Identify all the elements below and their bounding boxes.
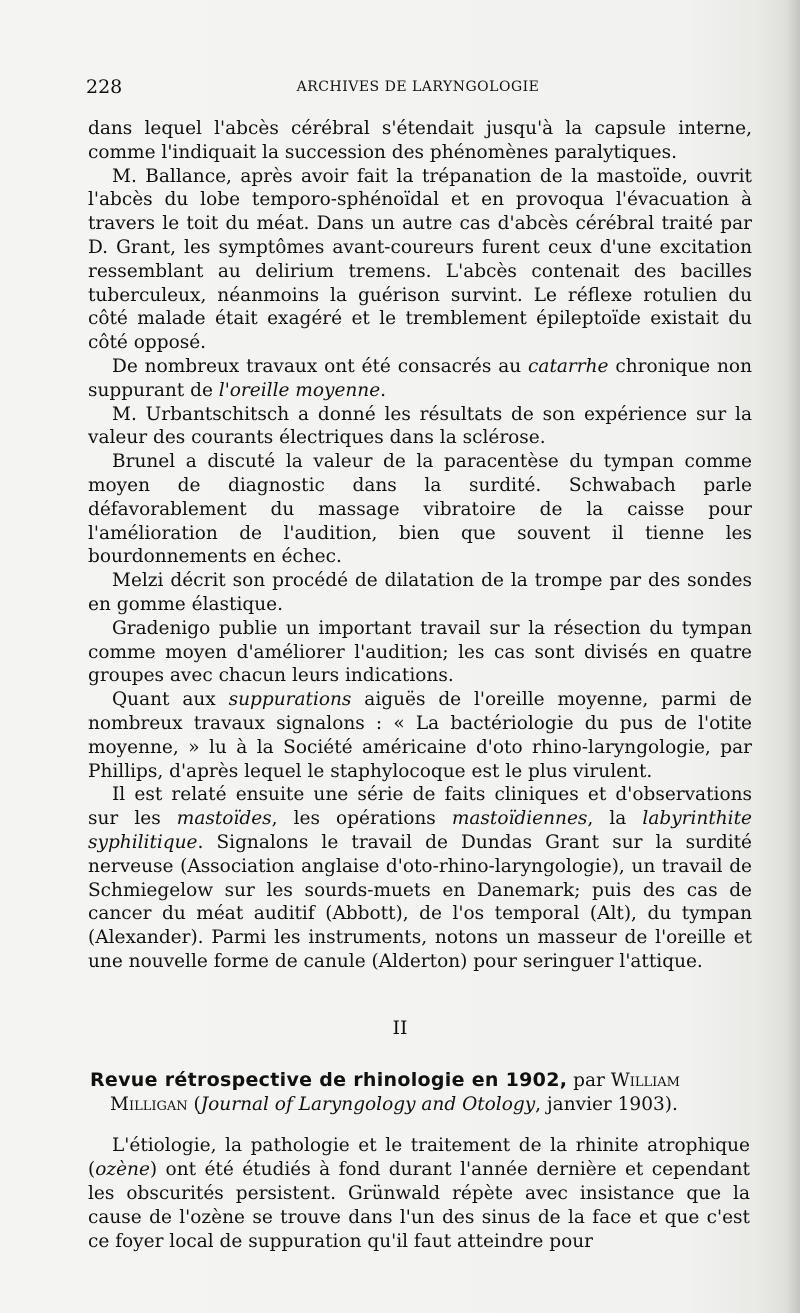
- journal-name: Journal of Laryngology and Otology: [200, 1094, 536, 1115]
- paragraph-catarrhe: [88, 355, 752, 403]
- review-body: [88, 1134, 750, 1254]
- paragraph: Brunel a discuté la valeur de la paracentèse du tympan comme moyen de diagnostic dans la surdité. Schwabach parle défavorablement du massage vibratoire de la caisse pour l'amélioration de l'audition, bien que souvent il tienne les bourdonnements en échec.: [88, 451, 752, 568]
- italic-term: l'oreille moyenne: [218, 379, 381, 401]
- section-number: II: [392, 1017, 408, 1039]
- text-run: par: [567, 1070, 611, 1091]
- page-number: 228: [86, 76, 123, 98]
- paragraph-quant: [88, 688, 752, 783]
- italic-term: mastoïdes: [176, 808, 272, 830]
- text-run: , les opérations: [271, 808, 452, 830]
- paragraph: M. Urbantschitsch a donné les résultats de son expérience sur la valeur des courants électriques dans la sclérose.: [88, 403, 752, 449]
- text-run: (: [187, 1094, 201, 1115]
- italic-term: ozène: [95, 1159, 150, 1180]
- author-first-name: William: [610, 1070, 680, 1091]
- review-title: Revue rétrospective de rhinologie en 1902,: [90, 1069, 568, 1091]
- text-run: , la: [587, 808, 643, 830]
- italic-term: catarrhe: [528, 355, 609, 377]
- citation-date: , janvier 1903).: [535, 1094, 678, 1115]
- paragraph-relate: [88, 783, 752, 973]
- author-last-name: Milligan: [110, 1094, 188, 1115]
- text-run: L'étiologie, la pathologie et le traitement de la rhinite atrophique (: [88, 1135, 750, 1180]
- italic-term: mastoïdiennes: [451, 808, 588, 830]
- page-edge-shadow: [786, 0, 800, 1313]
- paragraph-etiologie: [88, 1134, 750, 1254]
- review-citation: [90, 1068, 752, 1117]
- body-text: [88, 117, 752, 974]
- text-run: De nombreux travaux ont été consacrés au: [112, 355, 529, 377]
- paragraph: Melzi décrit son procédé de dilatation de la trompe par des sondes en gomme élastique.: [88, 570, 752, 615]
- paragraph: Gradenigo publie un important travail sur la résection du tympan comme moyen d'améliorer l'audition; les cas sont divisés en quatre groupes avec chacun leurs indications.: [88, 617, 752, 687]
- text-run: . Signalons le travail de Dundas Grant sur la surdité nerveuse (Association anglaise d'oto-rhino-laryngologie), un travail de Schmiegelow sur les sourds-muets en Danemark; puis des cas de cancer du méat auditif (Abbott), de l'os temporal (Alt), du tympan (Alexander). Parmi les instruments, notons un masseur de l'oreille et une nouvelle forme de canule (Alderton) pour seringuer l'attique.: [88, 831, 752, 972]
- text-run: Quant aux: [112, 689, 229, 711]
- italic-term: suppurations: [228, 689, 352, 711]
- text-run: Il est relaté ensuite une série de faits cliniques et d'observations sur les: [88, 784, 752, 830]
- paragraph: M. Ballance, après avoir fait la trépanation de la mastoïde, ouvrit l'abcès du lobe temporo-sphénoïdal et en provoqua l'évacuation à travers le toit du méat. Dans un autre cas d'abcès cérébral traité par D. Grant, les symptômes avant-coureurs furent ceux d'une excitation ressemblant au delirium tremens. L'abcès contenait des bacilles tuberculeux, néanmoins la guérison survint. Le réflexe rotulien du côté malade était exagéré et le tremblement épileptoïde existait du côté opposé.: [88, 165, 752, 354]
- text-run: aiguës de l'oreille moyenne, parmi de nombreux travaux signalons : « La bactériologie du pus de l'otite moyenne, » lu à la Société américaine d'oto rhino-laryngologie, par Phillips, d'après lequel le staphylocoque est le plus virulent.: [88, 689, 752, 782]
- page-header: [86, 76, 750, 102]
- paragraph: dans lequel l'abcès cérébral s'étendait jusqu'à la capsule interne, comme l'indiquait la succession des phénomènes paralytiques.: [88, 118, 752, 163]
- text-run: ) ont été étudiés à fond durant l'année dernière et cependant les obscurités persistent. Grünwald répète avec insistance que la cause de l'ozène se trouve dans l'un des sinus de la face et que c'est ce foyer local de suppuration qu'il faut atteindre pour: [88, 1159, 750, 1252]
- review-heading: [90, 1068, 752, 1117]
- italic-term: labyrinthite syphilitique: [88, 808, 752, 853]
- text-run: chronique non suppurant de: [88, 355, 752, 401]
- running-title: ARCHIVES DE LARYNGOLOGIE: [296, 79, 540, 95]
- text-run: .: [380, 379, 387, 401]
